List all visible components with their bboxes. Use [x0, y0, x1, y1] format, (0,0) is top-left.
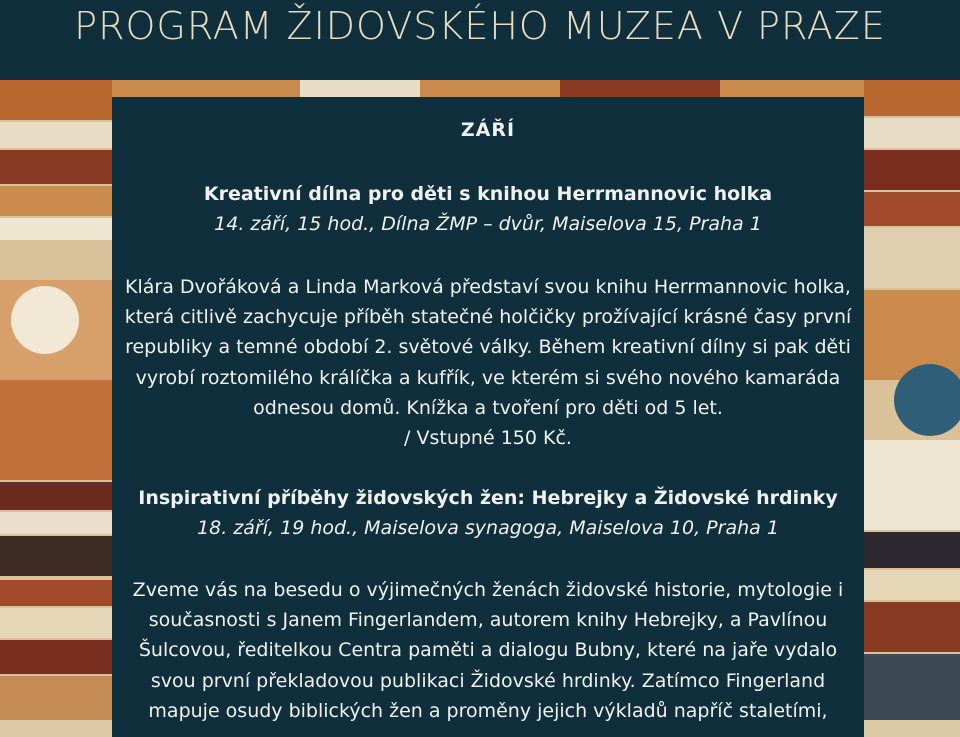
program-panel — [112, 97, 864, 737]
event-title: Inspirativní příběhy židovských žen: Hebrejky a Židovské hrdinky — [138, 487, 838, 509]
event-title: Kreativní dílna pro děti s knihou Herrmannovic holka — [203, 183, 773, 205]
left-books — [0, 80, 112, 720]
event-meta: 14. září, 15 hod., Dílna ŽMP – dvůr, Maiselova 15, Praha 1 — [214, 213, 762, 235]
event-price: / Vstupné 150 Kč. — [404, 427, 572, 450]
event-description: Klára Dvořáková a Linda Marková představí svou knihu Herrmannovic holka, která citlivě zachycuje příběh statečné holčičky prožívající krásné časy první republiky a temné období 2. světové války. Během kreativní dílny si pak děti vyrobí roztomilého králíčka a kufřík, ve kterém si svého nového kamaráda odnesou domů. Knížka a tvoření pro děti od 5 let. — [124, 276, 852, 419]
event-2-description-block — [112, 575, 864, 726]
page-title: PROGRAM ŽIDOVSKÉHO MUZEA V PRAZE — [74, 4, 886, 48]
event-meta: 18. září, 19 hod., Maiselova synagoga, Maiselova 10, Praha 1 — [197, 517, 779, 539]
event-2 — [112, 483, 864, 543]
event-1-description-block — [112, 272, 864, 453]
event-1 — [112, 179, 864, 239]
header-bar — [0, 0, 960, 80]
event-description: Zveme vás na besedu o výjimečných ženách židovské historie, mytologie i současnosti s Janem Fingerlandem, autorem knihy Hebrejky, a Pavlínou Šulcovou, ředitelkou Centra paměti a dialogu Bubny, které na jaře vydalo svou první překladovou publikaci Židovské hrdinky. Zatímco Fingerland mapuje osudy biblických žen a proměny jejich výkladů napříč staletími, — [132, 579, 844, 722]
month-heading: ZÁŘÍ — [460, 119, 516, 141]
